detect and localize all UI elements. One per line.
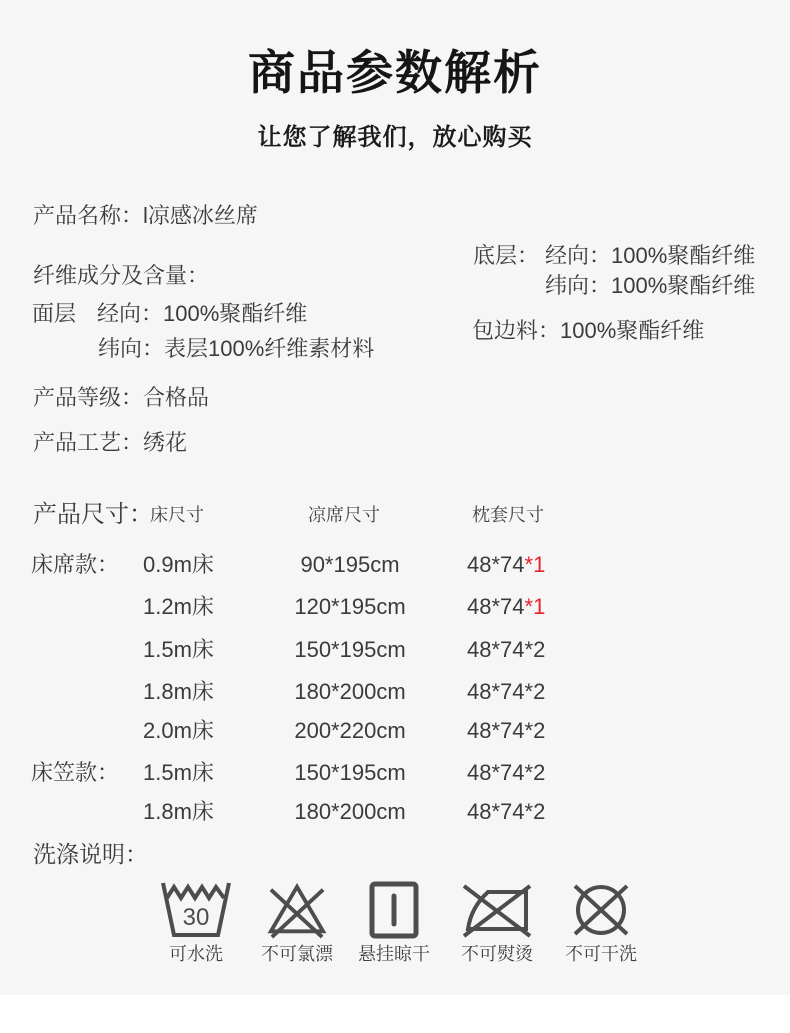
wash-temperature: 30 <box>182 904 210 931</box>
table-row <box>0 758 790 788</box>
row-mat-size: 90*195cm <box>300 552 400 577</box>
pillow-count: *2 <box>524 637 546 662</box>
no-dry-clean-icon <box>541 880 661 940</box>
row-group-label: 床笠款： <box>31 760 120 785</box>
row-bed-size: 1.8m床 <box>143 799 214 824</box>
care-section-label: 洗涤说明： <box>33 841 148 867</box>
table-row <box>0 716 790 746</box>
row-bed-size: 1.5m床 <box>143 637 214 662</box>
care-item-no-dry-clean <box>541 880 661 964</box>
row-pillow-size: 48*74*2 <box>467 637 546 662</box>
care-item-label: 不可干洗 <box>565 944 637 964</box>
row-mat-size: 180*200cm <box>294 679 406 704</box>
bottom-warp: 经向：100%聚酯纤维 <box>545 243 756 268</box>
table-row <box>0 550 790 580</box>
surface-warp: 经向：100%聚酯纤维 <box>97 301 308 326</box>
grade-value: 合格品 <box>143 385 210 410</box>
size-section-label: 产品尺寸： <box>33 501 153 528</box>
hang-dry-icon <box>334 880 454 940</box>
page-title: 商品参数解析 <box>248 46 542 99</box>
row-pillow-size: 48*74*2 <box>467 760 546 785</box>
pillow-count: *2 <box>524 799 546 824</box>
column-header-pillow: 枕套尺寸 <box>472 505 544 525</box>
row-bed-size: 2.0m床 <box>143 718 214 743</box>
binding-value: 100%聚酯纤维 <box>560 318 705 343</box>
row-mat-size: 180*200cm <box>294 799 406 824</box>
table-row <box>0 677 790 707</box>
care-item-label: 不可熨烫 <box>461 944 533 964</box>
care-item-no-iron <box>437 880 557 964</box>
pillow-count-highlight: *1 <box>524 594 546 619</box>
row-pillow-size: 48*74*2 <box>467 679 546 704</box>
pillow-count: *2 <box>524 760 546 785</box>
table-row <box>0 797 790 827</box>
binding-row <box>472 317 704 345</box>
care-item-hang-dry <box>334 880 454 964</box>
pillow-count-highlight: *1 <box>524 552 546 577</box>
care-item-label: 不可氯漂 <box>261 944 333 964</box>
row-mat-size: 120*195cm <box>294 594 406 619</box>
column-header-bed: 床尺寸 <box>150 505 204 525</box>
no-iron-icon <box>437 880 557 940</box>
row-bed-size: 1.2m床 <box>143 594 214 619</box>
care-item-label: 悬挂晾干 <box>358 944 430 964</box>
product-name-label: 产品名称： <box>33 203 144 228</box>
surface-weft: 纬向：表层100%纤维素材料 <box>98 336 375 361</box>
row-bed-size: 1.5m床 <box>143 760 214 785</box>
craft-label: 产品工艺： <box>33 430 144 455</box>
care-item-label: 可水洗 <box>169 944 223 964</box>
row-pillow-size: 48*74*1 <box>467 594 546 619</box>
table-row <box>0 635 790 665</box>
craft-value: 绣花 <box>143 430 188 455</box>
column-header-mat: 凉席尺寸 <box>308 505 380 525</box>
row-mat-size: 150*195cm <box>294 637 406 662</box>
row-bed-size: 1.8m床 <box>143 679 214 704</box>
page-subtitle: 让您了解我们，放心购买 <box>257 124 533 151</box>
grade-label: 产品等级： <box>33 385 144 410</box>
fiber-heading: 纤维成分及含量： <box>33 263 210 288</box>
row-bed-size: 0.9m床 <box>143 552 214 577</box>
bottom-weft: 纬向：100%聚酯纤维 <box>545 273 756 298</box>
grade-row <box>33 384 209 412</box>
binding-label: 包边料： <box>472 318 561 343</box>
surface-layer-label: 面层 <box>32 301 77 326</box>
product-name-row <box>33 202 258 230</box>
row-pillow-size: 48*74*2 <box>467 799 546 824</box>
row-pillow-size: 48*74*1 <box>467 552 546 577</box>
row-pillow-size: 48*74*2 <box>467 718 546 743</box>
row-mat-size: 150*195cm <box>294 760 406 785</box>
product-name-value: l凉感冰丝席 <box>143 203 258 228</box>
pillow-count: *2 <box>524 679 546 704</box>
row-mat-size: 200*220cm <box>294 718 406 743</box>
bottom-layer-label: 底层： <box>473 243 540 268</box>
table-row <box>0 592 790 622</box>
craft-row <box>33 429 187 457</box>
row-group-label: 床席款： <box>31 552 120 577</box>
pillow-count: *2 <box>524 718 546 743</box>
